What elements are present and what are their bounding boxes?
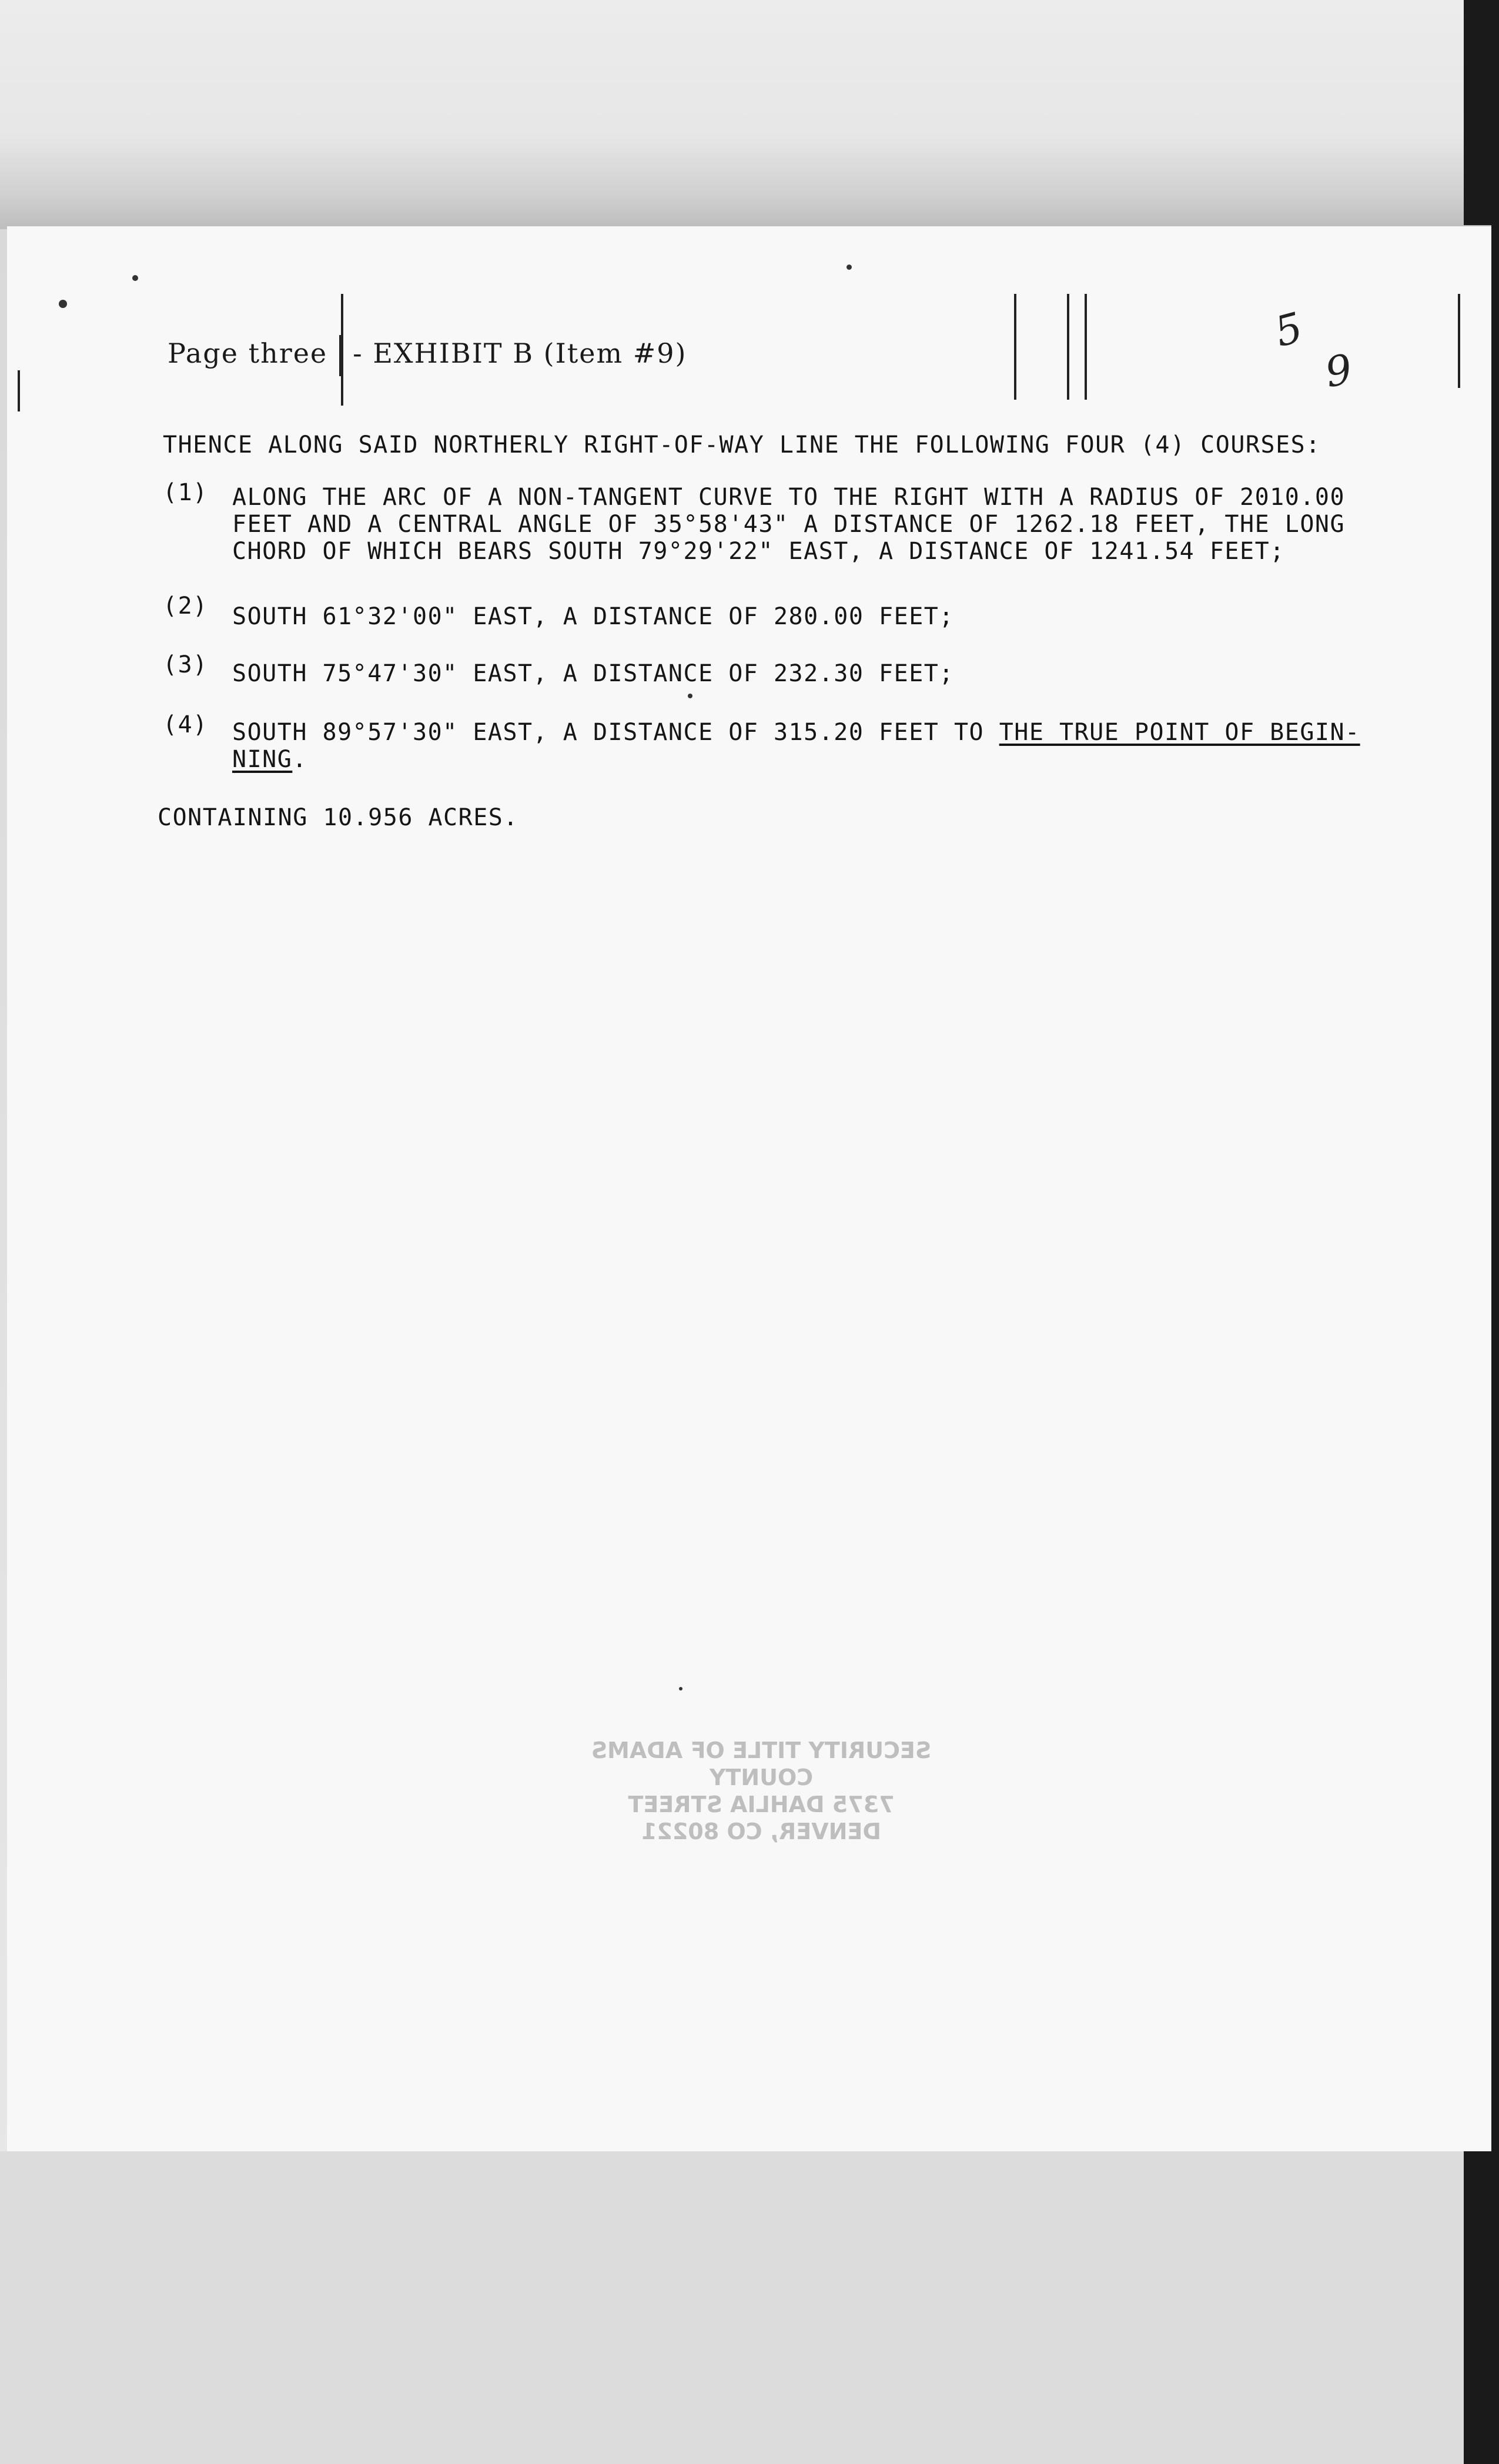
scan-speck — [688, 694, 692, 698]
exhibit-label: - EXHIBIT B (Item #9) — [353, 337, 687, 369]
stamp-line: DENVER, CO 80221 — [641, 1819, 881, 1844]
course-text: SOUTH 89°57'30" EAST, A DISTANCE OF 315.20 FEET TO — [232, 719, 999, 746]
course-line — [232, 718, 1360, 746]
course-text: . — [292, 746, 307, 773]
true-point-of-beginning: THE TRUE POINT OF BEGIN- — [999, 719, 1360, 746]
back-sheet-shadow — [0, 135, 1470, 229]
course-line: ALONG THE ARC OF A NON-TANGENT CURVE TO THE RIGHT WITH A RADIUS OF 2010.00 — [232, 484, 1346, 511]
course-number: (1) — [163, 479, 208, 506]
course-number: (4) — [163, 711, 208, 738]
course-number: (3) — [163, 651, 208, 678]
page-header — [168, 335, 687, 376]
scan-mark-line — [1085, 294, 1087, 400]
scan-speck — [846, 265, 852, 270]
stamp-bleedthrough — [547, 1737, 976, 1845]
page-label: Page three — [168, 337, 328, 369]
scan-speck — [59, 300, 67, 308]
scan-speck — [679, 1687, 682, 1690]
course-line — [232, 745, 307, 774]
scan-speck — [132, 275, 138, 281]
scan-mark-line — [1067, 294, 1069, 400]
true-point-of-beginning-cont: NING — [232, 746, 293, 773]
handwritten-mark: 9 — [1321, 344, 1356, 397]
scan-mark-line — [1014, 294, 1016, 400]
scan-mark-line — [18, 370, 20, 411]
stamp-line: SECURITY TITLE OF ADAMS COUNTY — [591, 1737, 932, 1790]
header-divider — [339, 335, 341, 376]
handwritten-mark: 5 — [1270, 303, 1308, 357]
containing-acres: CONTAINING 10.956 ACRES. — [158, 804, 518, 831]
back-sheet-bottom — [0, 2151, 1470, 2464]
course-line: SOUTH 75°47'30" EAST, A DISTANCE OF 232.30 FEET; — [232, 660, 954, 687]
course-line: SOUTH 61°32'00" EAST, A DISTANCE OF 280.00 FEET; — [232, 603, 954, 630]
course-line: FEET AND A CENTRAL ANGLE OF 35°58'43" A DISTANCE OF 1262.18 FEET, THE LONG — [232, 511, 1346, 538]
stamp-line: 7375 DAHLIA STREET — [628, 1792, 895, 1817]
scan-mark-line — [1458, 294, 1460, 388]
course-number: (2) — [163, 592, 208, 620]
intro-line: THENCE ALONG SAID NORTHERLY RIGHT-OF-WAY LINE THE FOLLOWING FOUR (4) COURSES: — [163, 431, 1321, 458]
course-line: CHORD OF WHICH BEARS SOUTH 79°29'22" EAST, A DISTANCE OF 1241.54 FEET; — [232, 538, 1285, 565]
